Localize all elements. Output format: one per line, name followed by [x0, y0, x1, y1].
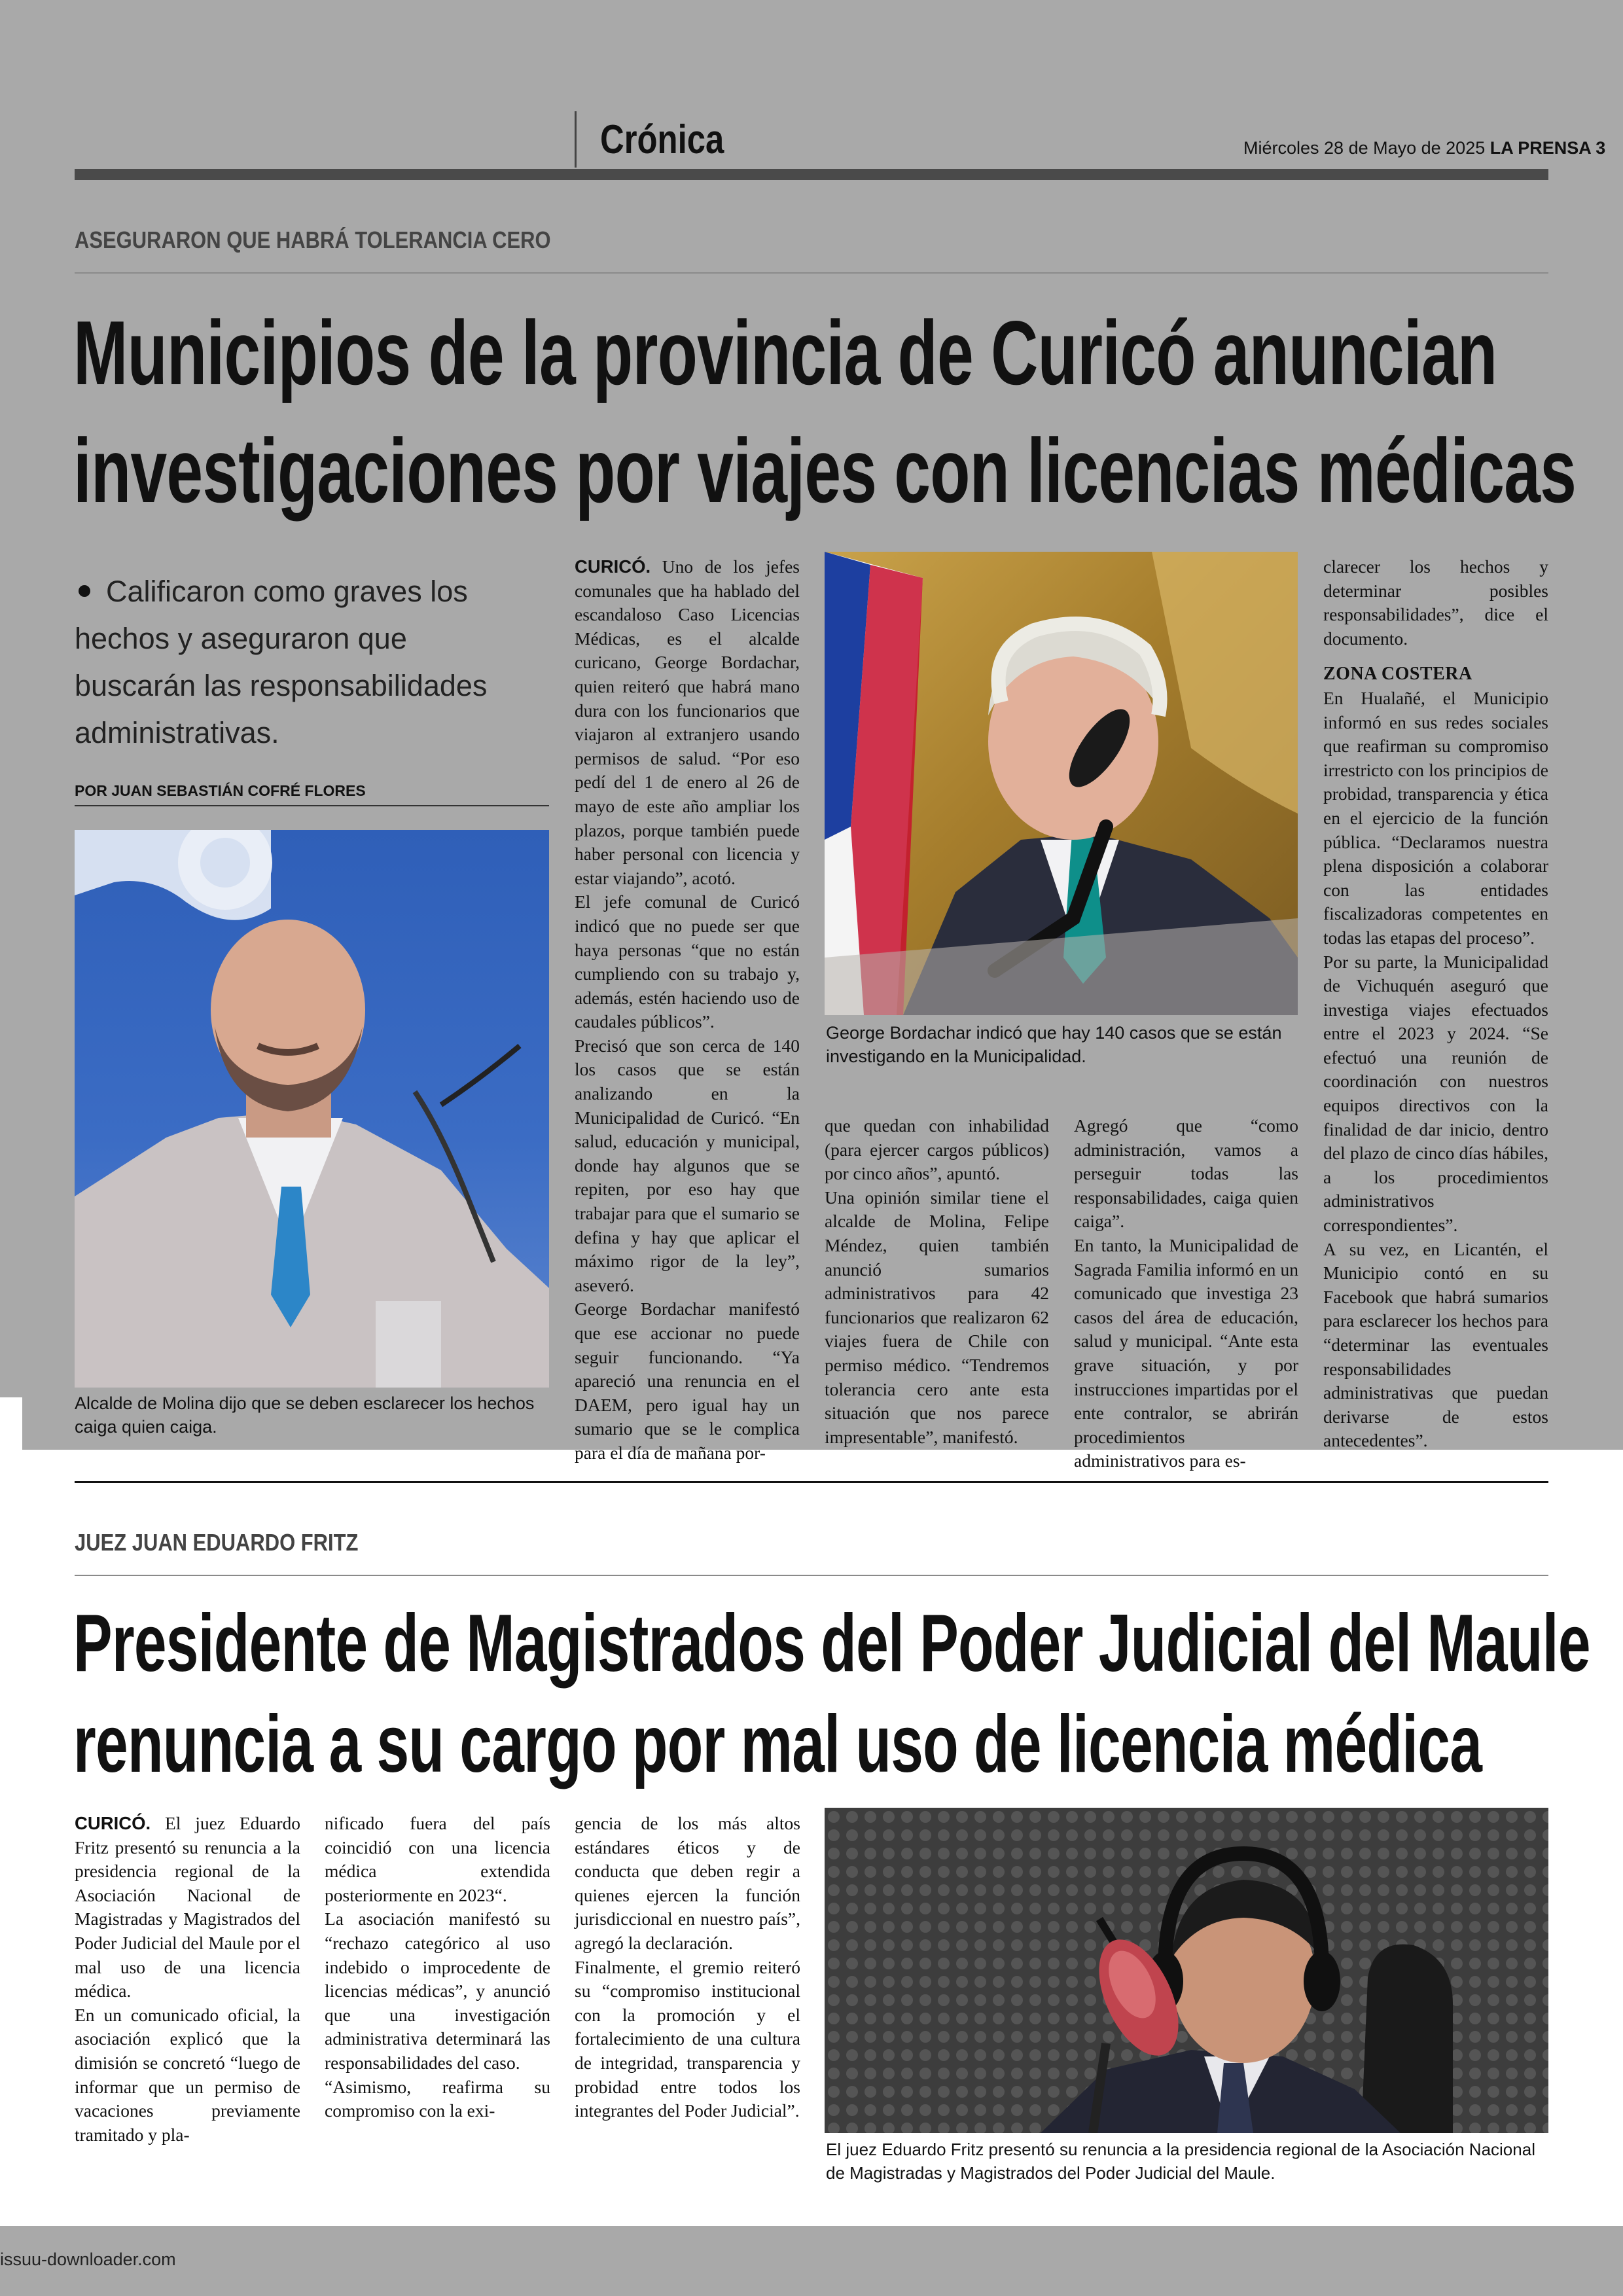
footer-watermark: issuu-downloader.com: [0, 2250, 176, 2269]
bordachar-illustration: [825, 552, 1298, 1015]
article2-dateline: CURICÓ.: [75, 1813, 151, 1833]
header-rule: [75, 169, 1548, 180]
article1-col4-p2: En Hualañé, el Municipio informó en sus redes sociales que reafirman su compromiso irrestricto con los principios de probidad, transparencia y ética en el ejercicio de la función pública. “Declaramos nuestra plena disposición a colaborar con las entidades fiscalizadoras competentes en todas las etapas del proceso”.: [1323, 687, 1548, 948]
article1-column-2: [825, 1114, 1049, 1449]
article2-top-rule: [75, 1481, 1548, 1483]
molina-mayor-illustration: [75, 830, 549, 1388]
article2-column-1: [75, 1812, 300, 2147]
article1-col4-p4: A su vez, en Licantén, el Municipio contó en su Facebook que habrá sumarios para esclarecer los hechos para “determinar las eventuales responsabilidades administrativas que puedan derivarse de estos antecedentes”.: [1323, 1238, 1548, 1451]
article2-col2-p1: nificado fuera del país coincidió con una licencia médica extendida posteriormente en 2023“.: [325, 1813, 550, 1905]
article1-col1-p4: George Bordachar manifestó que ese accionar no puede seguir funcionando. “Ya apareció una renuncia en el DAEM, pero igual hay un sumario que se le complica para el día de mañana por-: [575, 1299, 800, 1463]
article1-kicker: ASEGURARON QUE HABRÁ TOLERANCIA CERO: [75, 226, 551, 253]
article2-kicker: JUEZ JUAN EDUARDO FRITZ: [75, 1529, 359, 1556]
article1-col2-p2: Una opinión similar tiene el alcalde de Molina, Felipe Méndez, quien también anunció sumarios administrativos para 42 funcionarios que realizaron 62 viajes fuera de Chile con permiso médico. “Tendremos tolerancia cero ante esta situación que nos parece impresentable”, manifestó.: [825, 1187, 1049, 1447]
article2-col2-p2: La asociación manifestó su “rechazo categórico al uso indebido o improcedente de licencias médicas”, y anunció que una investigación administrativa determinará las responsabilidades del caso.: [325, 1909, 550, 2073]
section-name: Crónica: [600, 117, 724, 162]
article1-column-3: [1074, 1114, 1298, 1473]
article2-col1-p2: En un comunicado oficial, la asociación explicó que la dimisión se concretó “luego de informar que un permiso de vacaciones previamente tramitado y pla-: [75, 2004, 300, 2145]
article2-headline-line2: renuncia a su cargo por mal uso de licencia médica: [73, 1699, 1482, 1789]
article1-headline-line2: investigaciones por viajes con licencias médicas: [73, 420, 1577, 522]
article1-lead: [75, 568, 507, 757]
header-date: [1243, 138, 1606, 158]
article1-col4-p3: Por su parte, la Municipalidad de Vichuquén aseguró que investiga viajes efectuados entre el 2023 y 2024. “Se efectuó una reunión de coordinación con nuestros equipos directivos con la finalidad de dar inicio, dentro del plazo de cinco días hábiles, a los procedimientos administrativos correspondientes”.: [1323, 951, 1548, 1236]
article1-subhead-zona-costera: ZONA COSTERA: [1323, 664, 1472, 685]
article1-lead-text: Calificaron como graves los hechos y aseguraron que buscarán las responsabilidades administrativas.: [75, 575, 488, 749]
article1-col1-p3: Precisó que son cerca de 140 los casos que se están analizando en la Municipalidad de Curicó. “En salud, educación y municipal, donde hay algunos que se repiten, por eso hay que trabajar para que el sumario se defina y hay que aplicar el máximo rigor de la ley”, aseveró.: [575, 1035, 800, 1295]
article1-col2-p1: que quedan con inhabilidad (para ejercer cargos públicos) por cinco años”, apuntó.: [825, 1115, 1049, 1184]
article2-col1-p1: El juez Eduardo Fritz presentó su renuncia a la presidencia regional de la Asociación Nacional de Magistradas y Magistrados del Poder Judicial del Maule por el mal uso de una licencia médica.: [75, 1813, 300, 2001]
article2-column-3: [575, 1812, 800, 2123]
article1-col4-p1: clarecer los hechos y determinar posibles responsabilidades”, dice el documento.: [1323, 556, 1548, 649]
article1-photo2-caption: George Bordachar indicó que hay 140 casos que se están investigando en la Municipalidad.: [826, 1023, 1282, 1066]
article1-kicker-rule: [75, 272, 1548, 274]
article1-col3-p1: Agregó que “como administración, vamos a perseguir todas las responsabilidades, caiga quien caiga”.: [1074, 1115, 1298, 1232]
article1-column-4: [1323, 555, 1548, 1453]
article1-photo-bordachar: [825, 552, 1298, 1015]
article1-photo1-caption: Alcalde de Molina dijo que se deben esclarecer los hechos caiga quien caiga.: [75, 1393, 535, 1437]
footer-band: [0, 2226, 1623, 2296]
article2-photo-fritz: [825, 1808, 1548, 2133]
bullet-icon: [79, 585, 90, 597]
article1-column-1: [575, 555, 800, 1465]
header-date-text: Miércoles 28 de Mayo de 2025: [1243, 138, 1486, 158]
article2-kicker-rule: [75, 1575, 1548, 1576]
article1-col3-p2: En tanto, la Municipalidad de Sagrada Familia informó en un comunicado que investiga 23 casos del área de educación, salud y municipal. “Ante esta grave situación, y por instrucciones impartidas por el ente contralor, se abrirán procedimientos administrativos para es-: [1074, 1234, 1298, 1471]
byline-rule: [75, 805, 549, 806]
article2-col2-p3: “Asimismo, reafirma su compromiso con la exi-: [325, 2076, 550, 2121]
article2-column-2: [325, 1812, 550, 2123]
article2-col3-p1: gencia de los más altos estándares éticos y de conducta que deben regir a quienes ejercen la función jurisdiccional en nuestro país”, agregó la declaración.: [575, 1813, 800, 1953]
article2-headline-line1: Presidente de Magistrados del Poder Judicial del Maule: [73, 1598, 1590, 1689]
article1-photo-molina-mayor: [75, 830, 549, 1388]
article1-col1-p2: El jefe comunal de Curicó indicó que no puede ser que haya personas “que no están cumpliendo con su trabajo y, además, estén haciendo uso de caudales públicos”.: [575, 891, 800, 1032]
paper-page-number: LA PRENSA 3: [1489, 138, 1606, 158]
article2-col3-p2: Finalmente, el gremio reiteró su “compromiso institucional con la promoción y el fortalecimiento de una cultura de integridad, transparencia y probidad entre todos los integrantes del Poder Judicial”.: [575, 1956, 800, 2121]
article1-byline: POR JUAN SEBASTIÁN COFRÉ FLORES: [75, 782, 366, 799]
article1-dateline: CURICÓ.: [575, 556, 651, 577]
lower-section-notch: [0, 1397, 22, 1450]
fritz-illustration: [825, 1808, 1548, 2133]
article1-headline-line1: Municipios de la provincia de Curicó anuncian: [73, 302, 1497, 404]
article2-photo-caption: El juez Eduardo Fritz presentó su renuncia a la presidencia regional de la Asociación Nacional de Magistradas y Magistrados del Poder Judicial del Maule.: [826, 2140, 1535, 2183]
article1-col1-p1: Uno de los jefes comunales que ha hablado del escandaloso Caso Licencias Médicas, es el alcalde curicano, George Bordachar, quien reiteró que habrá mano dura con los funcionarios que viajaron al extranjero usando permisos de salud. “Por eso pedí del 1 de enero al 26 de mayo de este año ampliar los plazos, porque también puede haber personal con licencia y estar viajando”, acotó.: [575, 556, 800, 888]
header-divider: [575, 111, 577, 168]
